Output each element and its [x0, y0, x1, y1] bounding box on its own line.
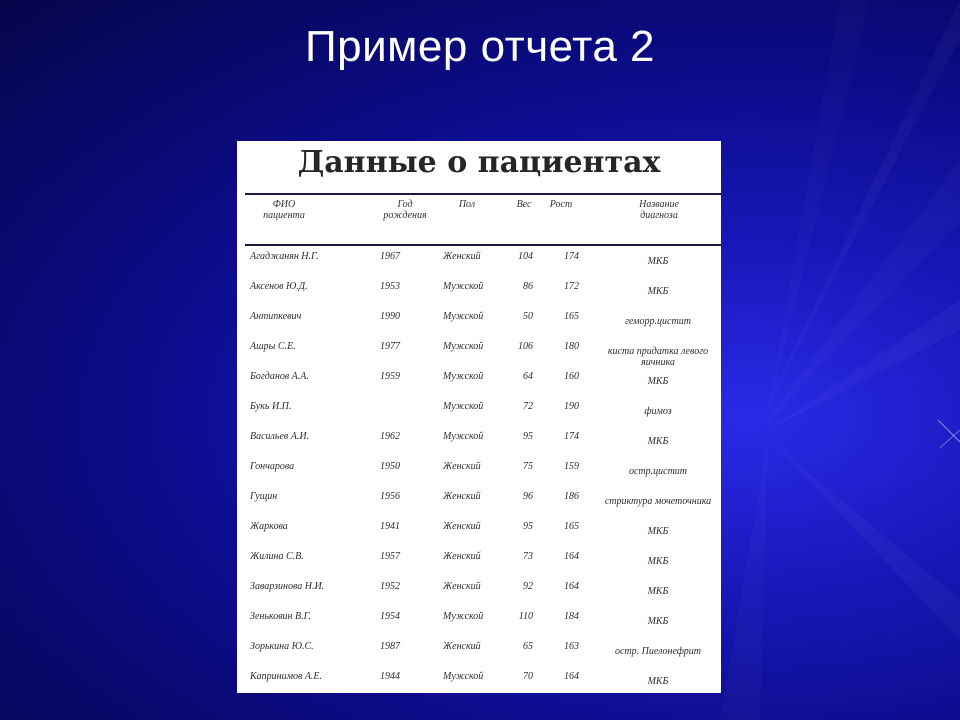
- cell-year: 1952: [380, 581, 400, 592]
- cell-diagnosis: МКБ: [647, 256, 669, 267]
- cell-weight: 106: [518, 341, 533, 352]
- cell-name: Васильев А.И.: [250, 431, 310, 442]
- cell-weight: 86: [523, 281, 533, 292]
- cell-diagnosis: МКБ: [647, 676, 669, 687]
- table-row: [237, 641, 721, 671]
- cell-weight: 95: [523, 521, 533, 532]
- cell-weight: 104: [518, 251, 533, 262]
- cell-diagnosis: остр.цистит: [628, 466, 688, 477]
- cell-name: Жаркова: [250, 521, 288, 532]
- table-row: [237, 401, 721, 431]
- cell-name: Ашры С.Е.: [250, 341, 296, 352]
- cell-height: 160: [564, 371, 579, 382]
- cell-diagnosis: геморр.цистит: [625, 316, 691, 327]
- cell-sex: Мужской: [443, 311, 484, 322]
- patient-report: [237, 141, 721, 693]
- table-row: [237, 491, 721, 521]
- cell-sex: Женский: [443, 581, 481, 592]
- cell-height: 190: [564, 401, 579, 412]
- header-diagnosis: Название диагноза: [639, 199, 679, 221]
- cell-name: Заварзинова Н.И.: [250, 581, 325, 592]
- table-row: [237, 671, 721, 693]
- cell-weight: 73: [523, 551, 533, 562]
- cell-height: 164: [564, 551, 579, 562]
- cell-height: 172: [564, 281, 579, 292]
- cell-height: 174: [564, 431, 579, 442]
- header-rule-bottom: [245, 244, 721, 246]
- cell-name: Богданов А.А.: [250, 371, 309, 382]
- cell-sex: Мужской: [443, 401, 484, 412]
- cell-sex: Мужской: [443, 281, 484, 292]
- cell-year: 1967: [380, 251, 400, 262]
- cell-weight: 96: [523, 491, 533, 502]
- cell-diagnosis: МКБ: [647, 376, 669, 387]
- cell-diagnosis: киста придатка левого яичника: [607, 346, 709, 368]
- cell-year: 1957: [380, 551, 400, 562]
- cell-name: Зорькина Ю.С.: [250, 641, 314, 652]
- cell-diagnosis: МКБ: [647, 286, 669, 297]
- cell-sex: Женский: [443, 641, 481, 652]
- cell-name: Агаджанян Н.Г.: [250, 251, 319, 262]
- header-rule-top: [245, 193, 721, 195]
- cell-weight: 72: [523, 401, 533, 412]
- cell-sex: Женский: [443, 551, 481, 562]
- cell-height: 163: [564, 641, 579, 652]
- cell-sex: Женский: [443, 491, 481, 502]
- cell-weight: 75: [523, 461, 533, 472]
- cell-sex: Мужской: [443, 611, 484, 622]
- cell-height: 164: [564, 581, 579, 592]
- cell-sex: Женский: [443, 521, 481, 532]
- cell-sex: Мужской: [443, 341, 484, 352]
- cell-diagnosis: МКБ: [647, 616, 669, 627]
- cell-name: Букь И.П.: [250, 401, 292, 412]
- cell-year: 1977: [380, 341, 400, 352]
- header-birth-year: Год рождения: [383, 199, 427, 221]
- cell-year: 1944: [380, 671, 400, 682]
- cell-year: 1956: [380, 491, 400, 502]
- cell-diagnosis: МКБ: [647, 586, 669, 597]
- cell-year: 1962: [380, 431, 400, 442]
- cell-year: 1954: [380, 611, 400, 622]
- slide-title: Пример отчета 2: [304, 22, 655, 71]
- cell-sex: Женский: [443, 251, 481, 262]
- cell-name: Антипкевич: [250, 311, 302, 322]
- header-name: ФИО пациента: [263, 199, 305, 221]
- cell-diagnosis: МКБ: [647, 556, 669, 567]
- cell-diagnosis: МКБ: [647, 436, 669, 447]
- cell-year: 1941: [380, 521, 400, 532]
- cell-sex: Мужской: [443, 371, 484, 382]
- cell-weight: 65: [523, 641, 533, 652]
- table-row: [237, 551, 721, 581]
- cell-diagnosis: МКБ: [647, 526, 669, 537]
- table-row: [237, 281, 721, 311]
- table-row: [237, 311, 721, 341]
- header-height: Рост: [549, 199, 573, 210]
- cell-sex: Мужской: [443, 431, 484, 442]
- header-sex: Пол: [458, 199, 476, 210]
- cell-diagnosis: стриктура мочеточника: [604, 496, 712, 507]
- table-row: [237, 251, 721, 281]
- cell-weight: 95: [523, 431, 533, 442]
- cell-year: 1987: [380, 641, 400, 652]
- cell-height: 165: [564, 311, 579, 322]
- cell-height: 180: [564, 341, 579, 352]
- cell-weight: 110: [518, 611, 533, 622]
- cell-sex: Женский: [443, 461, 481, 472]
- cell-name: Гончарова: [250, 461, 295, 472]
- cell-weight: 64: [523, 371, 533, 382]
- cell-diagnosis: фимоз: [644, 406, 672, 417]
- report-title: Данные о пациентах: [297, 145, 661, 180]
- cell-year: 1950: [380, 461, 400, 472]
- cell-height: 174: [564, 251, 579, 262]
- cell-weight: 92: [523, 581, 533, 592]
- cell-year: 1953: [380, 281, 400, 292]
- table-row: [237, 461, 721, 491]
- table-row: [237, 611, 721, 641]
- cell-height: 186: [564, 491, 579, 502]
- cell-weight: 50: [523, 311, 533, 322]
- table-row: [237, 341, 721, 371]
- table-row: [237, 581, 721, 611]
- table-row: [237, 521, 721, 551]
- cell-height: 164: [564, 671, 579, 682]
- cell-name: Зеньковин В.Г.: [250, 611, 312, 622]
- cell-height: 184: [564, 611, 579, 622]
- cell-height: 159: [564, 461, 579, 472]
- cell-height: 165: [564, 521, 579, 532]
- table-row: [237, 371, 721, 401]
- cell-year: 1990: [380, 311, 400, 322]
- cell-name: Жилина С.В.: [250, 551, 304, 562]
- cell-diagnosis: остр. Пиелонефрит: [614, 646, 702, 657]
- table-row: [237, 431, 721, 461]
- cell-name: Гущин: [250, 491, 278, 502]
- cell-name: Капринимов А.Е.: [250, 671, 323, 682]
- cell-sex: Мужской: [443, 671, 484, 682]
- header-weight: Вес: [516, 199, 532, 210]
- cell-name: Аксенов Ю.Д.: [250, 281, 308, 292]
- cell-year: 1959: [380, 371, 400, 382]
- cell-weight: 70: [523, 671, 533, 682]
